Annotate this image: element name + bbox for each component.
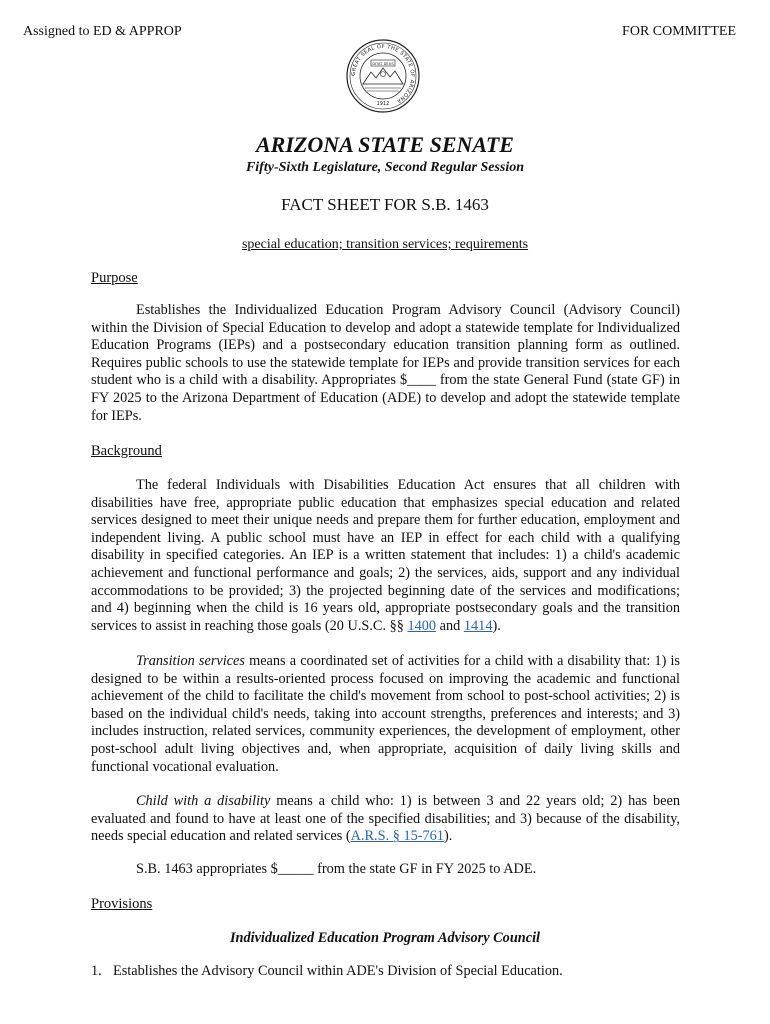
- seal-motto: DITAT DEUS: [372, 61, 394, 66]
- list-item: [91, 963, 563, 980]
- session-line: Fifty-Sixth Legislature, Second Regular Session: [245, 160, 525, 175]
- purpose-paragraph: Establishes the Individualized Education Program Advisory Council (Advisory Council) within the Division of Special Education to develop and adopt a statewide template for Individualized Education Programs (IEPs) and a postsecondary education transition planning form as outlined. Requires public schools to use the statewide template for IEPs and provide transition services for each student who is a child with a disability. Appropriates $____ from the state General Fund (state GF) in FY 2025 to the Arizona Department of Education (ADE) to develop and adopt the statewide template for IEPs.: [91, 302, 680, 424]
- document-title: ARIZONA STATE SENATE: [256, 132, 514, 157]
- usc-1400-link[interactable]: 1400: [407, 617, 437, 634]
- background-paragraph-2: [91, 653, 680, 776]
- background-p1-end: ).: [492, 617, 501, 634]
- usc-1414-link[interactable]: 1414: [463, 617, 493, 634]
- transition-services-term: Transition services: [136, 653, 245, 669]
- provisions-heading: Provisions: [91, 896, 153, 912]
- list-item-number: 1.: [91, 963, 102, 979]
- background-p1-and: and: [436, 617, 464, 634]
- fact-sheet-title: FACT SHEET FOR S.B. 1463: [281, 195, 489, 214]
- provisions-subheading: Individualized Education Program Advisory Council: [229, 930, 541, 946]
- background-p1-text: The federal Individuals with Disabilities Education Act ensures that all children with disabilities have free, appropriate public education that emphasizes special education and related services designed to meet their unique needs and prepare them for further education, employment and independent living. A public school must have an IEP in effect for each child with a qualifying disability in specified categories. An IEP is a written statement that includes: 1) a child's academic achievement and functional performance and goals; 2) the services, aids, support and any individual accommodations to be provided; 3) the projected beginning date of the services and modifications; and 4) beginning when the child is 16 years old, appropriate postsecondary goals and the transition services to assist in reaching those goals (20 U.S.C. §§: [91, 477, 680, 634]
- seal-year: 1912: [376, 101, 390, 107]
- background-heading: Background: [91, 443, 162, 459]
- header-left-note: Assigned to ED & APPROP: [23, 24, 182, 39]
- child-with-disability-term: Child with a disability: [136, 793, 271, 809]
- state-seal-icon: [345, 38, 421, 114]
- purpose-heading: Purpose: [91, 270, 138, 286]
- seal-ring-text: GREAT SEAL OF THE STATE OF ARIZONA: [350, 43, 416, 105]
- ars-15-761-link[interactable]: A.R.S. § 15-761: [350, 828, 444, 845]
- background-p2-text: means a coordinated set of activities for a child with a disability that: 1) is designed to be within a results-oriented process focused on improving the academic and functional achievement of the child to facilitate the child's movement from school to post-school activities; 2) is based on the individual child's needs, taking into account strengths, preferences and interests; and 3) includes instruction, related services, community experiences, the development of employment, other post-school adult living objectives and, when appropriate, acquisition of daily living skills and functional vocational evaluation.: [91, 653, 680, 775]
- header-right-note: FOR COMMITTEE: [622, 24, 736, 39]
- background-p3-end: ).: [443, 828, 453, 845]
- background-paragraph-1: [91, 477, 680, 635]
- list-item-text: Establishes the Advisory Council within ADE's Division of Special Education.: [113, 963, 563, 979]
- background-p3-text: means a child who: 1) is between 3 and 22 years old; 2) has been evaluated and found to have at least one of the specified disabilities; and 3) because of the disability, needs special education and related services (: [91, 793, 680, 845]
- subject-line: [0, 237, 770, 253]
- background-paragraph-3: [91, 793, 680, 846]
- appropriation-line: S.B. 1463 appropriates $_____ from the state GF in FY 2025 to ADE.: [136, 861, 537, 877]
- subject-text: special education; transition services; requirements: [241, 237, 529, 252]
